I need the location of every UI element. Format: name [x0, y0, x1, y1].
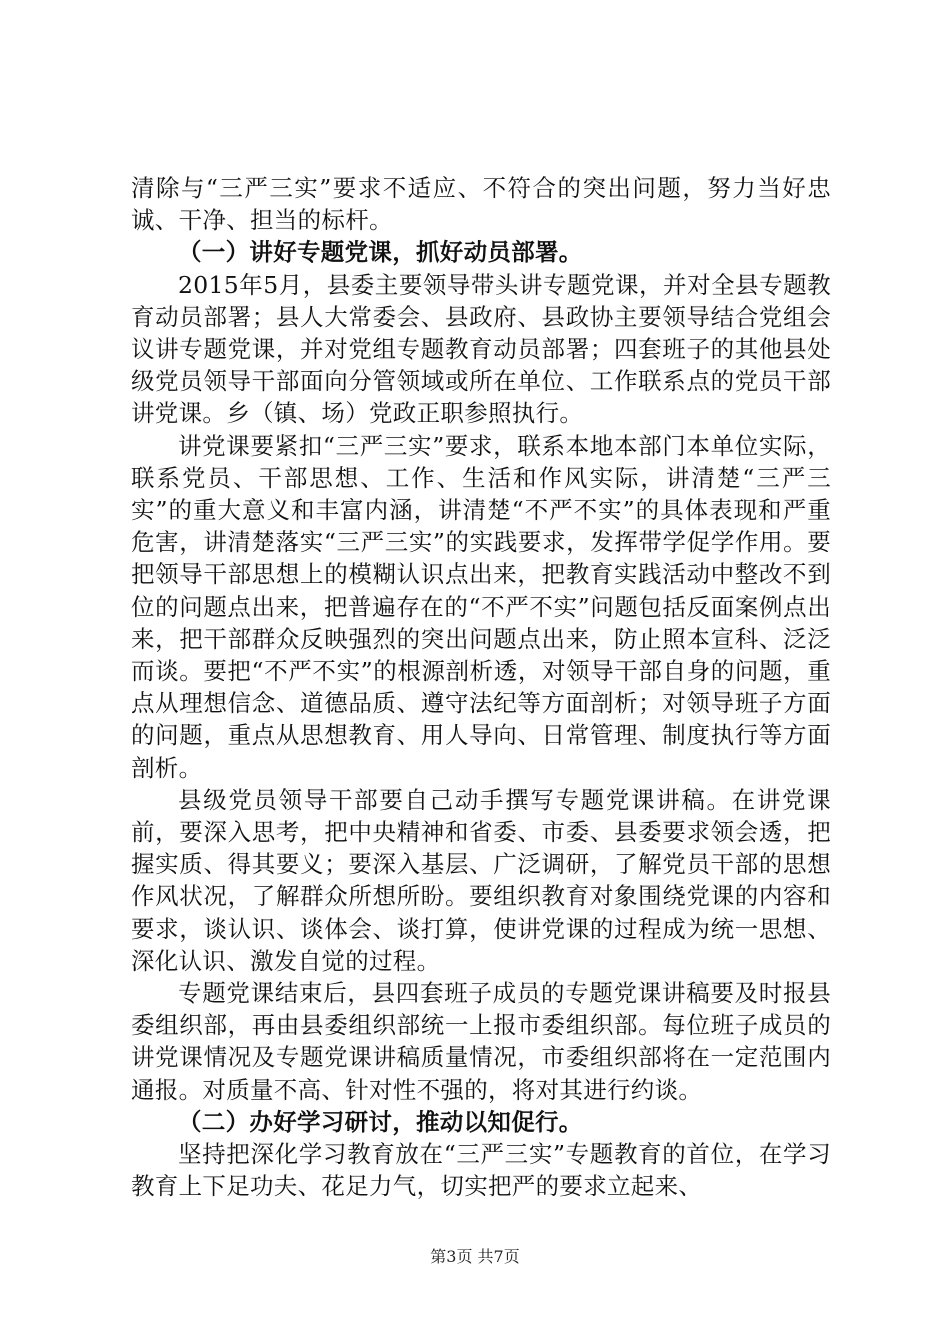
paragraph-study-education: 坚持把深化学习教育放在“三严三实”专题教育的首位，在学习教育上下足功夫、花足力气，切实把严的要求立起来、: [131, 1140, 831, 1201]
paragraph-lecture-drafting: 县级党员领导干部要自己动手撰写专题党课讲稿。在讲党课前，要深入思考，把中央精神和省委、市委、县委要求领会透，把握实质、得其要义；要深入基层、广泛调研，了解党员干部的思想作风状况，了解群众所想所盼。要组织教育对象围绕党课的内容和要求，谈认识、谈体会、谈打算，使讲党课的过程成为统一思想、深化认识、激发自觉的过程。: [131, 785, 831, 975]
paragraph-party-lecture-requirements: 讲党课要紧扣“三严三实”要求，联系本地本部门本单位实际，联系党员、干部思想、工作、生活和作风实际，讲清楚“三严三实”的重大意义和丰富内涵，讲清楚“不严不实”的具体表现和严重危害，讲清楚落实“三严三实”的实践要求，发挥带学促学作用。要把领导干部思想上的模糊认识点出来，把教育实践活动中整改不到位的问题点出来，把普遍存在的“不严不实”问题包括反面案例点出来，把干部群众反映强烈的突出问题点出来，防止照本宣科、泛泛而谈。要把“不严不实”的根源剖析透，对领导干部自身的问题，重点从理想信念、道德品质、遵守法纪等方面剖析；对领导班子方面的问题，重点从思想教育、用人导向、日常管理、制度执行等方面剖析。: [131, 431, 831, 782]
paragraph-2015-may: 2015年5月，县委主要领导带头讲专题党课，并对全县专题教育动员部署；县人大常委会、县政府、县政协主要领导结合党组会议讲专题党课，并对党组专题教育动员部署；四套班子的其他县处级党员领导干部面向分管领域或所在单位、工作联系点的党员干部讲党课。乡（镇、场）党政正职参照执行。: [131, 270, 831, 428]
paragraph-continuation: 清除与“三严三实”要求不适应、不符合的突出问题，努力当好忠诚、干净、担当的标杆。: [131, 174, 831, 235]
section-heading-1: （一）讲好专题党课，抓好动员部署。: [178, 238, 583, 267]
document-body: [131, 172, 831, 1203]
section-heading-2: （二）办好学习研讨，推动以知促行。: [178, 1107, 583, 1136]
paragraph-after-lecture: 专题党课结束后，县四套班子成员的专题党课讲稿要及时报县委组织部，再由县委组织部统一上报市委组织部。每位班子成员的讲党课情况及专题党课讲稿质量情况，市委组织部将在一定范围内通报。对质量不高、针对性不强的，将对其进行约谈。: [131, 979, 831, 1104]
page-footer: 第3页 共7页: [430, 1247, 520, 1266]
